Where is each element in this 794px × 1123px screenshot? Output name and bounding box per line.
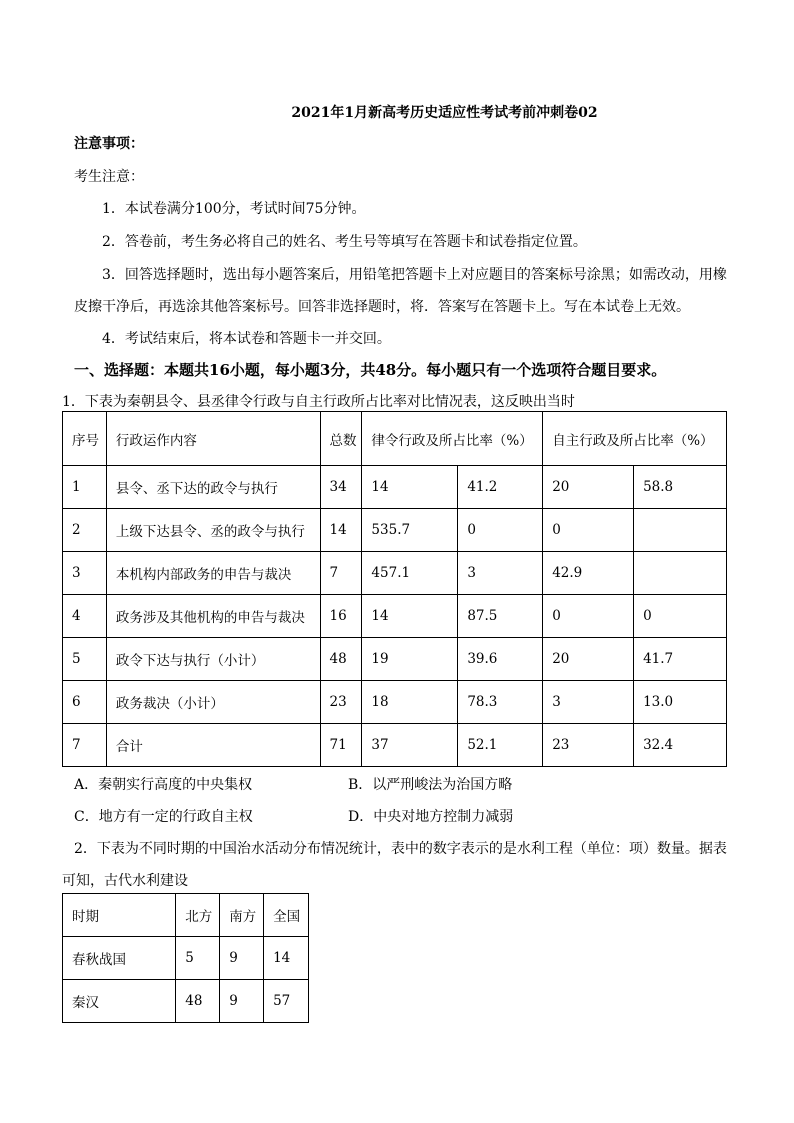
table-cell: 457.1	[362, 552, 458, 595]
q2-table-header-row	[63, 894, 309, 937]
section-heading: 一、选择题：本题共16小题，每小题3分，共48分。每小题只有一个选项符合题目要求。	[74, 361, 667, 379]
table-cell: 14	[362, 595, 458, 638]
table-cell: 48	[176, 980, 220, 1023]
table-cell: 春秋战国	[63, 937, 176, 980]
table-row	[63, 509, 727, 552]
table-cell: 34	[320, 466, 362, 509]
table-cell: 23	[320, 681, 362, 724]
table-cell: 0	[634, 595, 727, 638]
q1-table-header-row	[63, 412, 727, 466]
q2-table	[62, 893, 309, 1023]
table-row	[63, 724, 727, 767]
table-cell: 20	[543, 466, 634, 509]
table-cell: 2	[63, 509, 107, 552]
table-cell: 58.8	[634, 466, 727, 509]
notice-sub: 考生注意：	[74, 169, 144, 185]
table-cell: 37	[362, 724, 458, 767]
table-cell: 14	[264, 937, 309, 980]
table-row	[63, 681, 727, 724]
table-cell: 5	[176, 937, 220, 980]
notice-heading: 注意事项：	[74, 136, 144, 152]
table-row	[63, 552, 727, 595]
table-cell: 3	[458, 552, 543, 595]
table-cell: 23	[543, 724, 634, 767]
table-cell: 政务裁决（小计）	[106, 681, 320, 724]
table-cell: 3	[63, 552, 107, 595]
table-row	[63, 937, 309, 980]
q1-option-d: D．中央对地方控制力减弱	[348, 809, 514, 825]
table-cell: 78.3	[458, 681, 543, 724]
table-cell: 18	[362, 681, 458, 724]
table-row	[63, 595, 727, 638]
q1-option-b: B．以严刑峻法为治国方略	[348, 777, 513, 793]
table-cell: 9	[220, 980, 264, 1023]
q1-option-a: A．秦朝实行高度的中央集权	[74, 777, 253, 793]
table-cell: 政令下达与执行（小计）	[106, 638, 320, 681]
table-cell: 42.9	[543, 552, 634, 595]
table-cell: 87.5	[458, 595, 543, 638]
notice-item-2: 2．答卷前，考生务必将自己的姓名、考生号等填写在答题卡和试卷指定位置。	[102, 234, 587, 250]
table-cell: 7	[63, 724, 107, 767]
table-cell: 0	[543, 595, 634, 638]
q2-stem-line2: 可知，古代水利建设	[62, 873, 188, 889]
table-cell: 0	[458, 509, 543, 552]
table-row	[63, 980, 309, 1023]
q1-header-cell: 律令行政及所占比率（%）	[362, 412, 543, 466]
table-cell	[634, 552, 727, 595]
exam-title: 2021年1月新高考历史适应性考试考前冲刺卷02	[291, 105, 598, 121]
q2-header-cell: 北方	[176, 894, 220, 937]
q1-option-c: C．地方有一定的行政自主权	[74, 809, 253, 825]
table-cell	[634, 509, 727, 552]
table-cell: 39.6	[458, 638, 543, 681]
table-row	[63, 466, 727, 509]
q1-header-cell: 总数	[320, 412, 362, 466]
q1-header-cell: 序号	[63, 412, 107, 466]
q2-header-cell: 全国	[264, 894, 309, 937]
table-cell: 13.0	[634, 681, 727, 724]
table-cell: 41.7	[634, 638, 727, 681]
notice-item-3-cont: 皮擦干净后，再选涂其他答案标号。回答非选择题时，将．答案写在答题卡上。写在本试卷上无效。	[74, 299, 690, 315]
table-cell: 7	[320, 552, 362, 595]
table-cell: 4	[63, 595, 107, 638]
table-cell: 19	[362, 638, 458, 681]
table-cell: 14	[362, 466, 458, 509]
table-cell: 9	[220, 937, 264, 980]
table-cell: 71	[320, 724, 362, 767]
notice-item-4: 4．考试结束后，将本试卷和答题卡一并交回。	[102, 331, 391, 347]
table-cell: 16	[320, 595, 362, 638]
table-row	[63, 638, 727, 681]
table-cell: 秦汉	[63, 980, 176, 1023]
notice-item-1: 1．本试卷满分100分，考试时间75分钟。	[102, 201, 366, 217]
table-cell: 535.7	[362, 509, 458, 552]
table-cell: 1	[63, 466, 107, 509]
table-cell: 52.1	[458, 724, 543, 767]
table-cell: 政务涉及其他机构的申告与裁决	[106, 595, 320, 638]
table-cell: 6	[63, 681, 107, 724]
table-cell: 32.4	[634, 724, 727, 767]
table-cell: 上级下达县令、丞的政令与执行	[106, 509, 320, 552]
table-cell: 48	[320, 638, 362, 681]
q2-header-cell: 南方	[220, 894, 264, 937]
q2-stem-line1: 2．下表为不同时期的中国治水活动分布情况统计，表中的数字表示的是水利工程（单位：项）数量。据表	[74, 841, 727, 857]
q1-table	[62, 411, 727, 767]
table-cell: 14	[320, 509, 362, 552]
table-cell: 57	[264, 980, 309, 1023]
table-cell: 5	[63, 638, 107, 681]
table-cell: 41.2	[458, 466, 543, 509]
q2-header-cell: 时期	[63, 894, 176, 937]
q1-header-cell: 自主行政及所占比率（%）	[543, 412, 727, 466]
table-cell: 3	[543, 681, 634, 724]
q1-header-cell: 行政运作内容	[106, 412, 320, 466]
table-cell: 县令、丞下达的政令与执行	[106, 466, 320, 509]
table-cell: 本机构内部政务的申告与裁决	[106, 552, 320, 595]
table-cell: 0	[543, 509, 634, 552]
q1-stem: 1．下表为秦朝县令、县丞律令行政与自主行政所占比率对比情况表，这反映出当时	[62, 394, 575, 410]
table-cell: 20	[543, 638, 634, 681]
table-cell: 合计	[106, 724, 320, 767]
notice-item-3: 3．回答选择题时，选出每小题答案后，用铅笔把答题卡上对应题目的答案标号涂黑；如需改动，用橡	[102, 267, 727, 283]
